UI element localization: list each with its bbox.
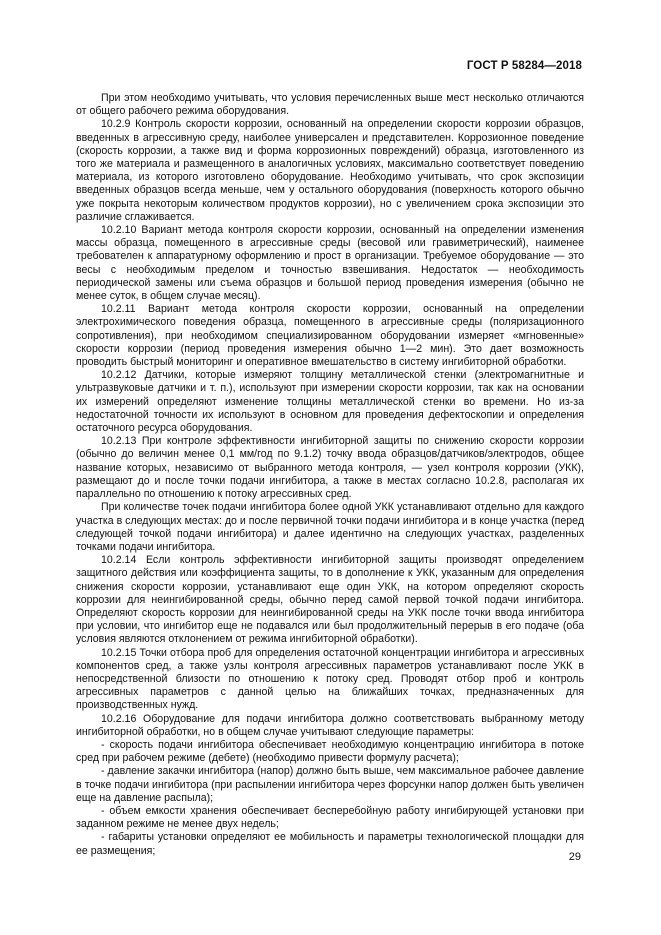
standard-designation: ГОСТ Р 58284—2018	[466, 60, 582, 72]
paragraph-intro-note: При этом необходимо учитывать, что условия перечисленных выше мест несколько отличаются от общего рабочего режима оборудования.	[76, 92, 584, 118]
paragraph-10-2-15: 10.2.15 Точки отбора проб для определения остаточной концентрации ингибитора и агрессивных компонентов сред, а также узлы контроля агрессивных параметров устанавливают после УКК в непосредственной близости по отношению к потоку сред. Проводят отбор проб и контроль агрессивных параметров с данной целью на ближайших точках, предназначенных для производственных нужд.	[76, 646, 584, 712]
list-item-feed-rate: - скорость подачи ингибитора обеспечивает необходимую концентрацию ингибитора в потоке сред при рабочем режиме (дебете) (необходимо привести формулу расчета);	[76, 738, 584, 765]
paragraph-10-2-11: 10.2.11 Вариант метода контроля скорости коррозии, основанный на определении электрохимического поведения образца, помещенного в агрессивные среды (поляризационного сопротивления), при необходимом специализированном оборудовании измеряет «мгновенные» скорости коррозии (период проведения измерения обычно 1—2 мин). Это дает возможность проводить быстрый мониторинг и оперативное вмешательство в систему ингибиторной обработки.	[76, 303, 584, 369]
paragraph-10-2-9: 10.2.9 Контроль скорости коррозии, основанный на определении скорости коррозии образцов, введенных в агрессивную среду, наиболее универсален и представителен. Коррозионное поведение (скорость коррозии, а также вид и форма коррозионных повреждений) образца, изготовленного из того же материала и размещенного в аналогичных условиях, максимально соответствует поведению материала, из которого изготовлено оборудование. Необходимо учитывать, что срок экспозиции введенных образцов всегда меньше, чем у остального оборудования (поверхность которого обычно уже покрыта некоторым количеством продуктов коррозии), но с увеличением срока экспозиции это различие сглаживается.	[76, 118, 584, 223]
list-item-storage-volume: - объем емкости хранения обеспечивает бесперебойную работу ингибирующей установки при заданном режиме не менее двух недель;	[76, 804, 584, 831]
paragraph-10-2-16: 10.2.16 Оборудование для подачи ингибитора должно соответствовать выбранному методу ингибиторной обработки, но в общем случае учитывают следующие параметры:	[76, 712, 584, 738]
paragraph-10-2-14: 10.2.14 Если контроль эффективности ингибиторной защиты производят определением защитного действия или коэффициента защиты, то в дополнение к УКК, указанным для определения снижения скорости коррозии, устанавливают еще один УКК, на котором определяют скорость коррозии для неингибированной среды, обычно перед самой первой точкой подачи ингибитора. Определяют скорость коррозии для неингибированной среды на УКК после точки ввода ингибитора при условии, что ингибитор еще не подавался или был продолжительный перерыв в его подаче (оба условия являются отклонением от режима ингибиторной обработки).	[76, 554, 584, 646]
paragraph-10-2-13: 10.2.13 При контроле эффективности ингибиторной защиты по снижению скорости коррозии (обычно до величин менее 0,1 мм/год по 9.1.2) точку ввода образцов/датчиков/электродов, общее название которых, независимо от выбранного метода контроля, — узел контроля коррозии (УКК), размещают до и после точки подачи ингибитора, а также в местах согласно 10.2.8, располагая их параллельно по отношению к потоку агрессивных сред.	[76, 435, 584, 501]
paragraph-multiple-injection-points: При количестве точек подачи ингибитора более одной УКК устанавливают отдельно для каждого участка в следующих местах: до и после первичной точки подачи ингибитора и в конце участка (перед следующей точкой подачи ингибитора) и далее идентично на следующих участках, разделенных точками подачи ингибитора.	[76, 501, 584, 553]
list-item-unit-dimensions: - габариты установки определяют ее мобильность и параметры технологической площадки для ее размещения;	[76, 831, 584, 857]
page-number: 29	[568, 851, 581, 863]
document-body	[76, 92, 584, 858]
paragraph-10-2-10: 10.2.10 Вариант метода контроля скорости коррозии, основанный на определении изменения массы образца, помещенного в агрессивные среды (весовой или гравиметрический), наименее требователен к аппаратурному оформлению и прост в организации. Требуемое оборудование — это весы с необходимым пределом и точностью взвешивания. Недостаток — необходимость периодической замены или съема образцов и большой период проведения измерения (обычно не менее суток, в общем случае месяц).	[76, 224, 584, 303]
list-item-injection-pressure: - давление закачки ингибитора (напор) должно быть выше, чем максимальное рабочее давление в точке подачи ингибитора (при распылении ингибитора через форсунки напор должен быть увеличен еще на давление распыла);	[76, 765, 584, 804]
paragraph-10-2-12: 10.2.12 Датчики, которые измеряют толщину металлической стенки (электромагнитные и ультразвуковые датчики и т. п.), используют при измерении скорости коррозии, так как на основании их измерений определяют изменение толщины металлической стенки во времени. Но из-за недостаточной точности их используют в основном для проведения дефектоскопии и определения остаточного ресурса оборудования.	[76, 369, 584, 435]
